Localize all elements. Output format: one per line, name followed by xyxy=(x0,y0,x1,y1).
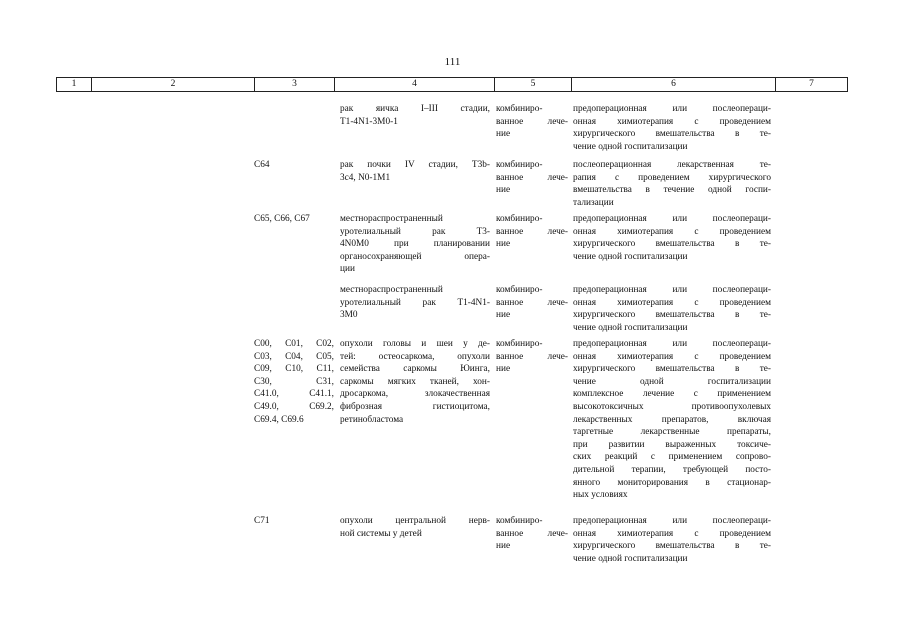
cell-text-line: чение одной госпитализации xyxy=(573,251,688,262)
cell-text-line: ние xyxy=(496,364,511,375)
header-cell-5: 5 xyxy=(494,78,571,91)
treatment-method-cell xyxy=(573,338,771,502)
treatment-type-cell xyxy=(496,103,568,141)
icd-codes-cell xyxy=(254,159,334,172)
cell-text-line: ние xyxy=(496,129,511,140)
cell-text-line: семейства саркомы Юинга, xyxy=(340,364,490,375)
cell-text-line: C64 xyxy=(254,160,270,170)
cell-text-line: рапия с проведением хирургического xyxy=(573,172,771,183)
header-cell-7: 7 xyxy=(775,78,848,91)
cell-text-line: хирургического вмешательства в те- xyxy=(573,310,771,321)
cell-text-line: предоперационная или послеопераци- xyxy=(573,339,771,349)
diagnosis-cell xyxy=(340,103,490,128)
treatment-type-cell xyxy=(496,213,568,251)
cell-text-line: онная химиотерапия с проведением xyxy=(573,351,771,362)
cell-text-line: онная химиотерапия с проведением xyxy=(573,116,771,127)
icd-codes-cell xyxy=(254,515,334,528)
cell-text-line: ванное лече- xyxy=(496,116,568,127)
cell-text-line: C49.0, C69.2, xyxy=(254,401,334,412)
cell-text-line: при развитии выраженных токсиче- xyxy=(573,439,771,450)
cell-text-line: C65, C66, C67 xyxy=(254,214,310,224)
cell-text-line: хирургического вмешательства в те- xyxy=(573,239,771,250)
cell-text-line: таргетные лекарственные препараты, xyxy=(573,427,771,438)
treatment-method-cell xyxy=(573,159,771,209)
cell-text-line: C09, C10, C11, xyxy=(254,364,334,375)
cell-text-line: ретинобластома xyxy=(340,414,404,425)
cell-text-line: уротелиальный рак T3- xyxy=(340,226,490,237)
cell-text-line: ванное лече- xyxy=(496,297,568,308)
cell-text-line: комбиниро- xyxy=(496,339,543,349)
cell-text-line: комбиниро- xyxy=(496,285,543,295)
cell-text-line: C30, C31, xyxy=(254,376,334,387)
cell-text-line: чение одной госпитализации xyxy=(573,376,771,387)
icd-codes-cell xyxy=(254,213,334,226)
cell-text-line: саркомы мягких тканей, хон- xyxy=(340,376,490,387)
page-number: 111 xyxy=(444,56,461,68)
cell-text-line: местнораспространенный xyxy=(340,214,443,224)
cell-text-line: опухоли головы и шеи у де- xyxy=(340,339,490,349)
cell-text-line: C00, C01, C02, xyxy=(254,339,334,349)
cell-text-line: послеоперационная лекарственная те- xyxy=(573,160,771,170)
cell-text-line: вмешательства в течение одной госпи- xyxy=(573,185,771,196)
cell-text-line: онная химиотерапия с проведением xyxy=(573,226,771,237)
cell-text-line: комбиниро- xyxy=(496,214,543,224)
icd-codes-cell xyxy=(254,338,334,426)
cell-text-line: 4N0M0 при планировании xyxy=(340,239,490,250)
table-header-row xyxy=(56,77,848,92)
cell-text-line: 3M0 xyxy=(340,310,358,321)
treatment-type-cell xyxy=(496,284,568,322)
cell-text-line: ние xyxy=(496,185,511,196)
cell-text-line: C41.0, C41.1, xyxy=(254,389,334,400)
treatment-method-cell xyxy=(573,213,771,263)
cell-text-line: уротелиальный рак T1-4N1- xyxy=(340,297,490,308)
cell-text-line: рак почки IV стадии, T3b- xyxy=(340,160,490,170)
cell-text-line: ние xyxy=(496,239,511,250)
cell-text-line: рак яичка I–III стадии, xyxy=(340,104,490,114)
treatment-type-cell xyxy=(496,515,568,553)
cell-text-line: комбиниро- xyxy=(496,516,543,526)
cell-text-line: дросаркома, злокачественная xyxy=(340,389,490,400)
cell-text-line: 3c4, N0-1M1 xyxy=(340,172,391,183)
cell-text-line: хирургического вмешательства в те- xyxy=(573,364,771,375)
diagnosis-cell xyxy=(340,213,490,276)
cell-text-line: дительной терапии, требующей посто- xyxy=(573,464,771,475)
cell-text-line: органосохраняющей опера- xyxy=(340,251,490,262)
cell-text-line: хирургического вмешательства в те- xyxy=(573,129,771,140)
treatment-type-cell xyxy=(496,159,568,197)
cell-text-line: онная химиотерапия с проведением xyxy=(573,297,771,308)
diagnosis-cell xyxy=(340,159,490,184)
treatment-method-cell xyxy=(573,515,771,565)
cell-text-line: тей: остеосаркома, опухоли xyxy=(340,351,490,362)
diagnosis-cell xyxy=(340,338,490,426)
cell-text-line: комбиниро- xyxy=(496,104,543,114)
cell-text-line: высокотоксичных противоопухолевых xyxy=(573,401,771,412)
cell-text-line: предоперационная или послеопераци- xyxy=(573,214,771,224)
cell-text-line: предоперационная или послеопераци- xyxy=(573,516,771,526)
cell-text-line: ных условиях xyxy=(573,490,628,501)
cell-text-line: ских реакций с применением сопрово- xyxy=(573,452,771,463)
cell-text-line: C71 xyxy=(254,516,270,526)
cell-text-line: тализации xyxy=(573,197,614,208)
cell-text-line: онная химиотерапия с проведением xyxy=(573,528,771,539)
cell-text-line: ванное лече- xyxy=(496,528,568,539)
cell-text-line: хирургического вмешательства в те- xyxy=(573,541,771,552)
treatment-method-cell xyxy=(573,284,771,334)
header-cell-1: 1 xyxy=(56,78,91,91)
cell-text-line: местнораспространенный xyxy=(340,285,443,295)
diagnosis-cell xyxy=(340,515,490,540)
cell-text-line: C69.4, C69.6 xyxy=(254,414,304,425)
header-cell-2: 2 xyxy=(91,78,254,91)
cell-text-line: комбиниро- xyxy=(496,160,543,170)
cell-text-line: ние xyxy=(496,310,511,321)
cell-text-line: фиброзная гистиоцитома, xyxy=(340,401,490,412)
cell-text-line: ванное лече- xyxy=(496,351,568,362)
cell-text-line: ной системы у детей xyxy=(340,528,422,539)
cell-text-line: предоперационная или послеопераци- xyxy=(573,104,771,114)
cell-text-line: предоперационная или послеопераци- xyxy=(573,285,771,295)
cell-text-line: янного мониторирования в стационар- xyxy=(573,477,771,488)
cell-text-line: комплексное лечение с применением xyxy=(573,389,771,400)
cell-text-line: ние xyxy=(496,541,511,552)
cell-text-line: чение одной госпитализации xyxy=(573,141,688,152)
treatment-method-cell xyxy=(573,103,771,153)
cell-text-line: опухоли центральной нерв- xyxy=(340,516,490,526)
diagnosis-cell xyxy=(340,284,490,322)
cell-text-line: ванное лече- xyxy=(496,172,568,183)
header-cell-3: 3 xyxy=(254,78,334,91)
cell-text-line: C03, C04, C05, xyxy=(254,351,334,362)
header-cell-4: 4 xyxy=(334,78,494,91)
cell-text-line: чение одной госпитализации xyxy=(573,553,688,564)
cell-text-line: ции xyxy=(340,264,355,275)
cell-text-line: T1-4N1-3M0-1 xyxy=(340,116,398,127)
cell-text-line: чение одной госпитализации xyxy=(573,322,688,333)
treatment-type-cell xyxy=(496,338,568,376)
cell-text-line: лекарственных препаратов, включая xyxy=(573,414,771,425)
cell-text-line: ванное лече- xyxy=(496,226,568,237)
header-cell-6: 6 xyxy=(571,78,775,91)
